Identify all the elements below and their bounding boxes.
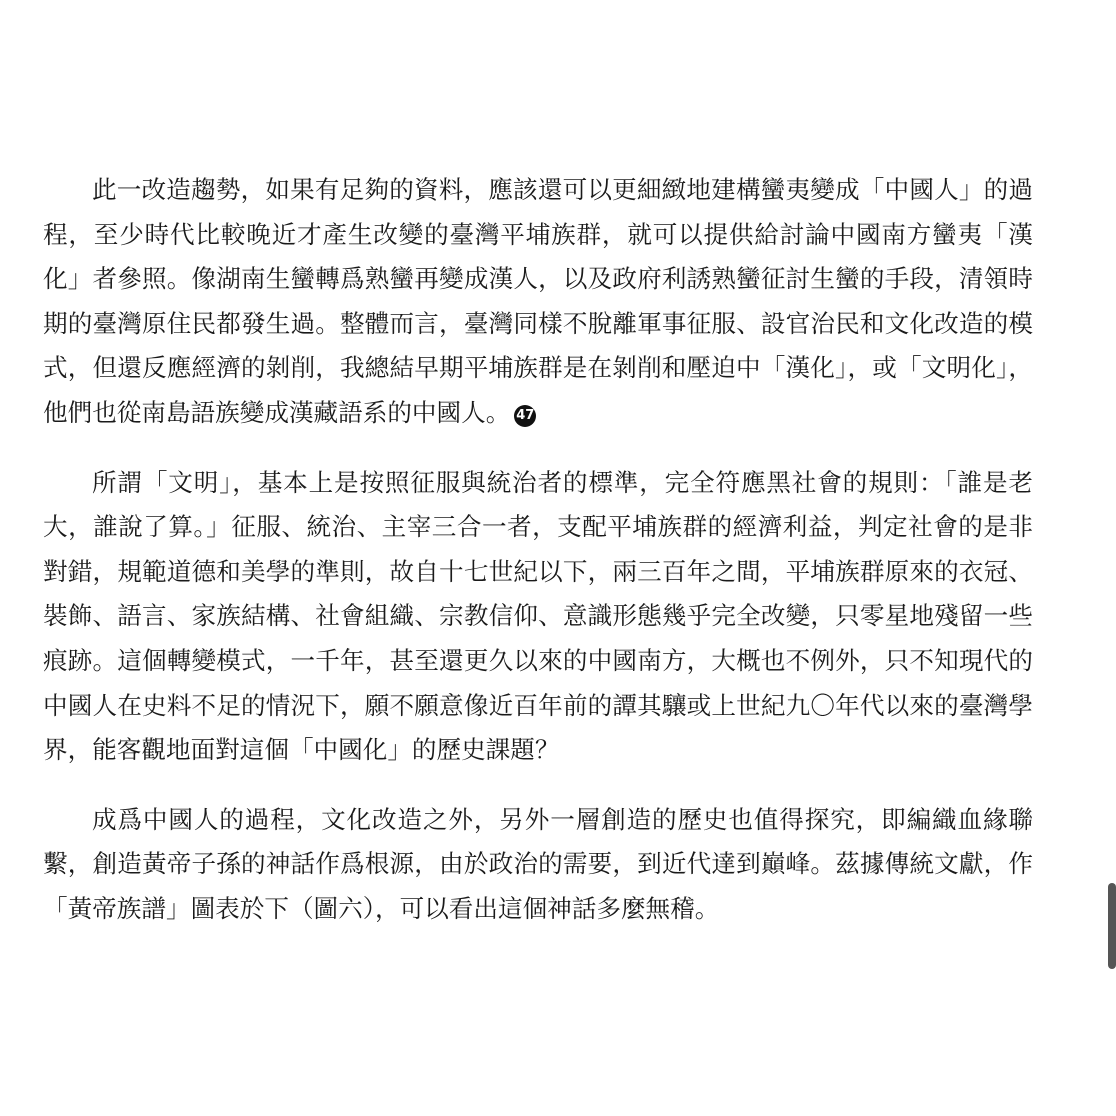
paragraph-3 [43,798,1033,932]
paragraph-3-text: 成爲中國人的過程，文化改造之外，另外一層創造的歷史也值得探究，即編織血緣聯繫，創造黃帝子孫的神話作爲根源，由於政治的需要，到近代達到巔峰。茲據傳統文獻，作「黃帝族譜」圖表於下（圖六），可以看出這個神話多麼無稽。 [43,804,1033,923]
scrollbar-thumb[interactable] [1108,883,1116,969]
paragraph-2-text: 所謂「文明」，基本上是按照征服與統治者的標準，完全符應黑社會的規則：「誰是老大，誰說了算。」征服、統治、主宰三合一者，支配平埔族群的經濟利益，判定社會的是非對錯，規範道德和美學的準則，故自十七世紀以下，兩三百年之間，平埔族群原來的衣冠、裝飾、語言、家族結構、社會組織、宗教信仰、意識形態幾乎完全改變，只零星地殘留一些痕跡。這個轉變模式，一千年，甚至還更久以來的中國南方，大概也不例外，只不知現代的中國人在史料不足的情況下，願不願意像近百年前的譚其驤或上世紀九〇年代以來的臺灣學界，能客觀地面對這個「中國化」的歷史課題？ [43,467,1033,765]
paragraph-2 [43,461,1033,773]
footnote-47-marker[interactable]: 47 [514,405,536,427]
body-text [43,168,1033,932]
paragraph-1 [43,168,1033,436]
paragraph-1-text: 此一改造趨勢，如果有足夠的資料，應該還可以更細緻地建構蠻夷變成「中國人」的過程，至少時代比較晚近才產生改變的臺灣平埔族群，就可以提供給討論中國南方蠻夷「漢化」者參照。像湖南生蠻轉爲熟蠻再變成漢人，以及政府利誘熟蠻征討生蠻的手段，清領時期的臺灣原住民都發生過。整體而言，臺灣同樣不脫離軍事征服、設官治民和文化改造的模式，但還反應經濟的剝削，我總結早期平埔族群是在剝削和壓迫中「漢化」，或「文明化」，他們也從南島語族變成漢藏語系的中國人。 [43,175,1033,427]
